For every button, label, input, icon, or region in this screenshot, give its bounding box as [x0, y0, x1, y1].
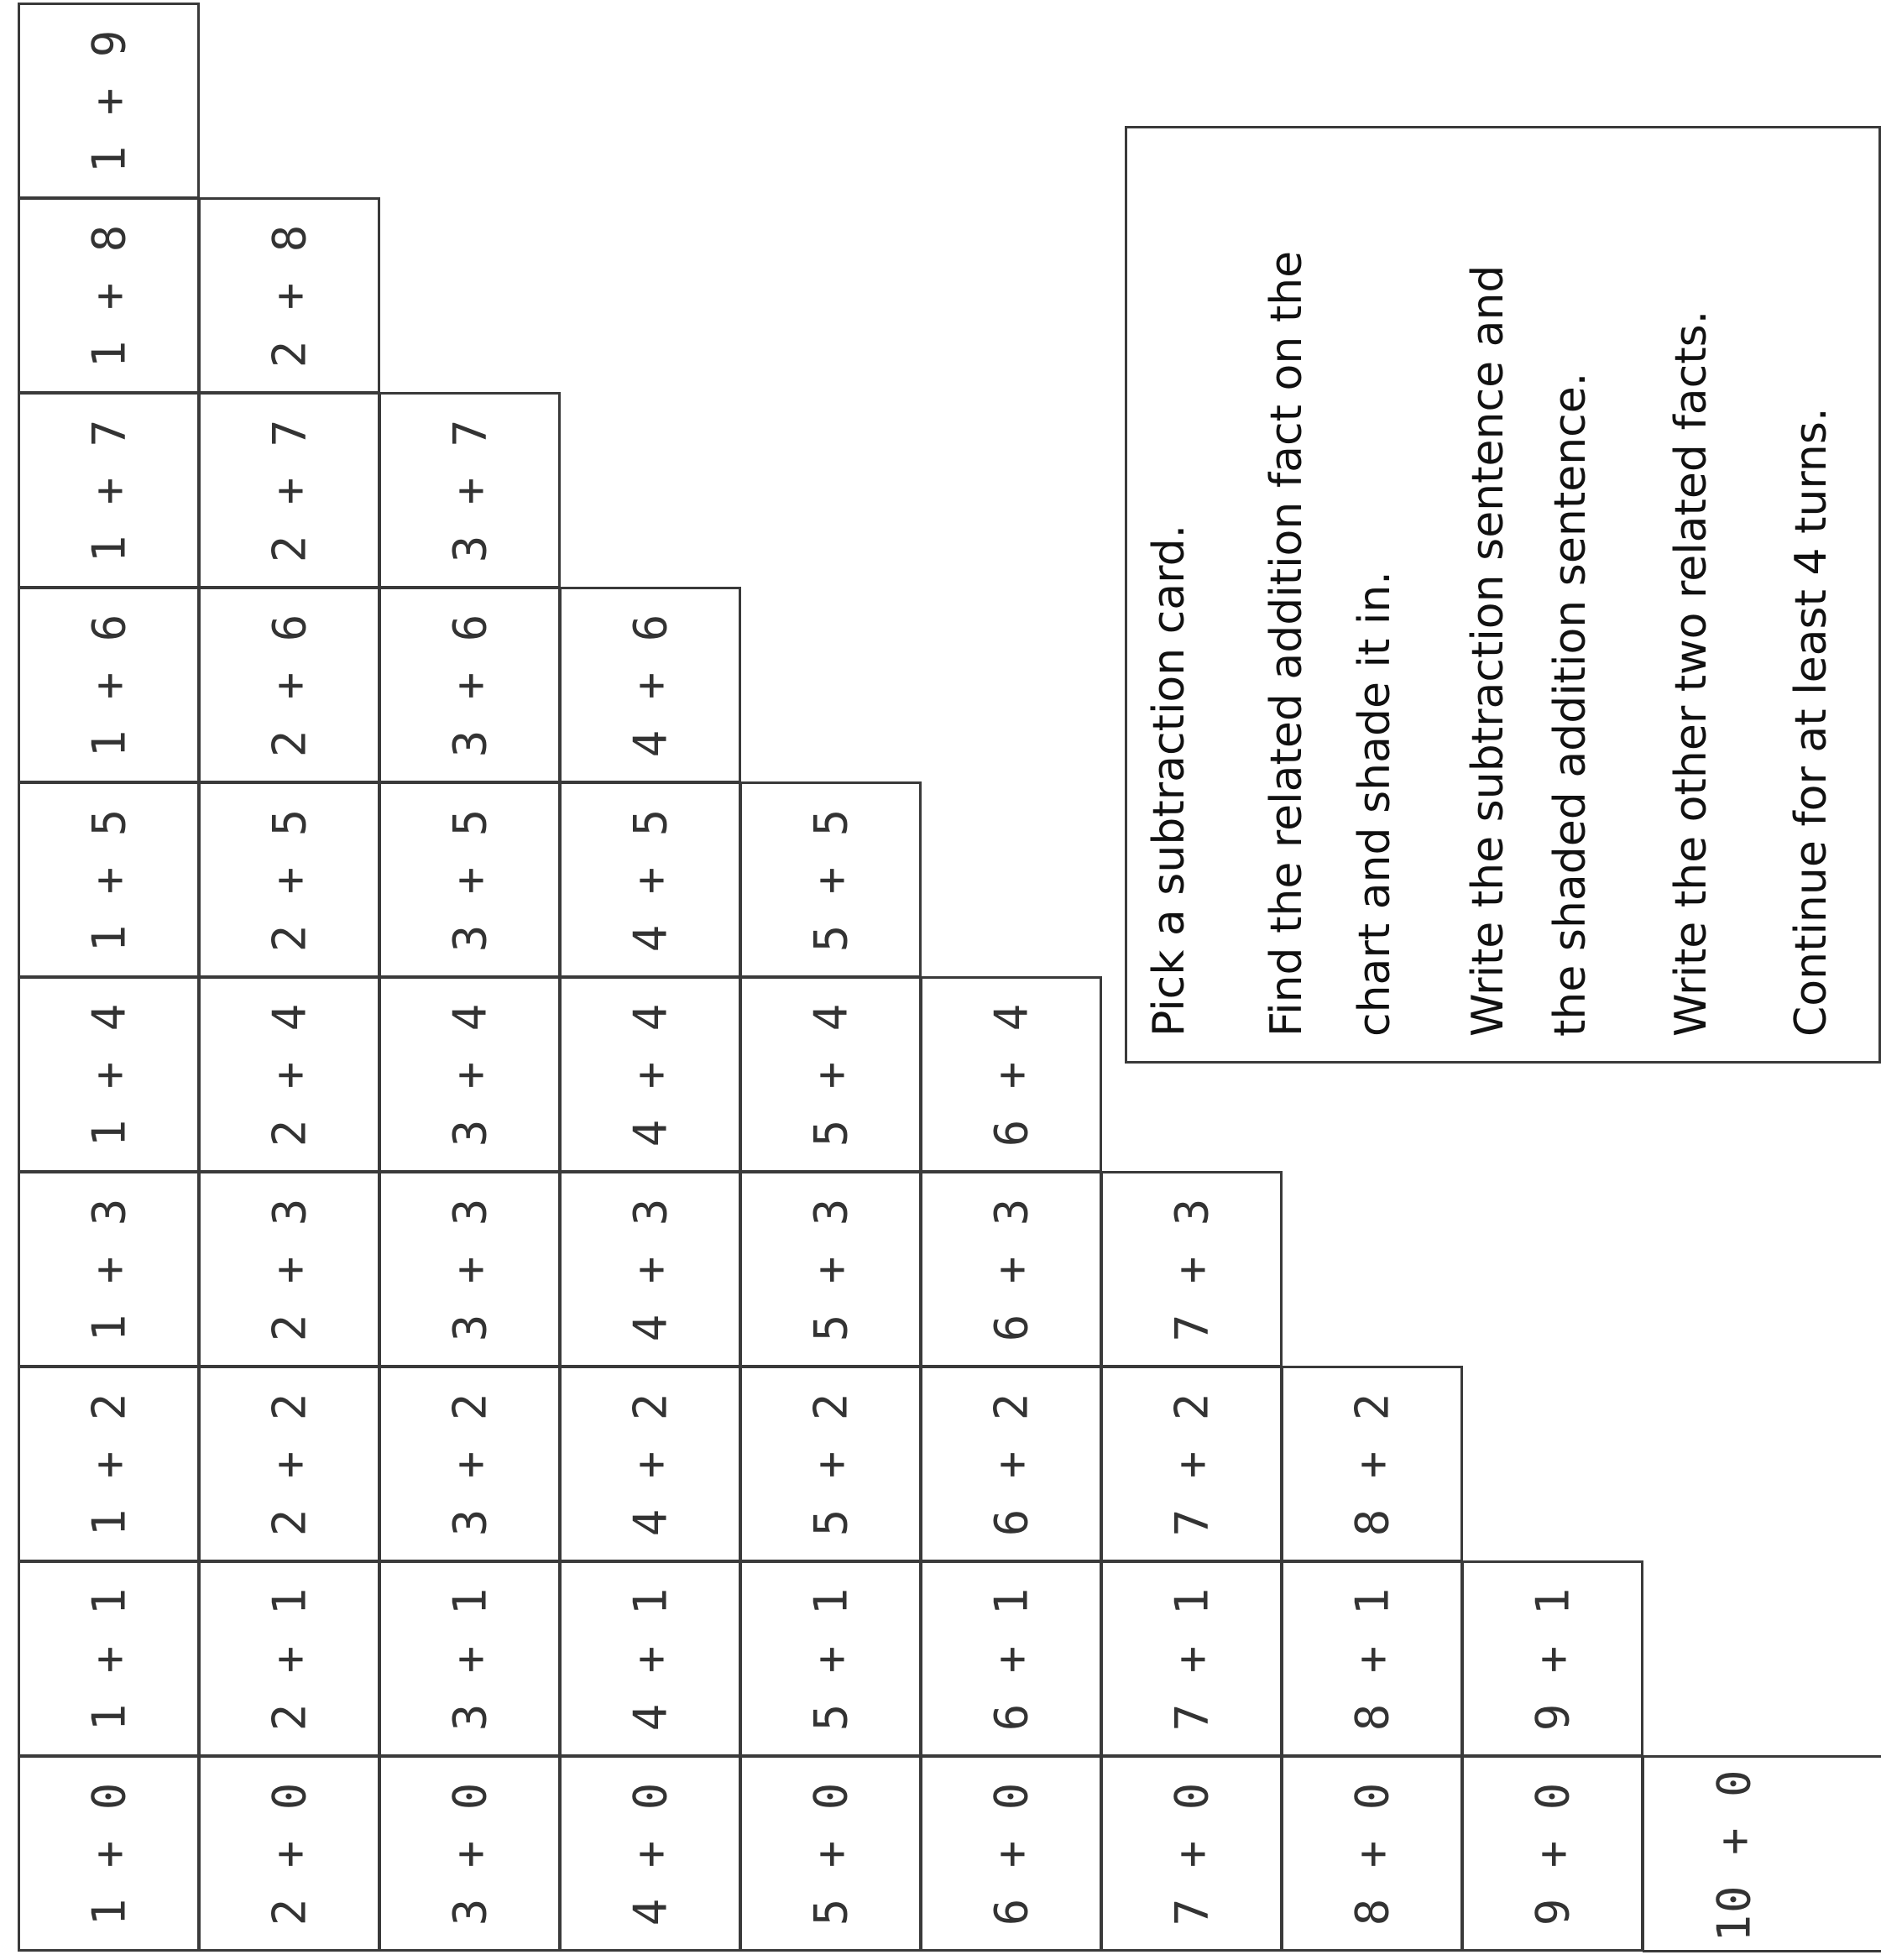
fact-cell[interactable] [739, 1755, 922, 1952]
fact-label: 1 + 4 [82, 1001, 135, 1147]
fact-cell[interactable] [18, 781, 200, 978]
fact-label: 4 + 0 [624, 1780, 677, 1926]
fact-cell[interactable] [18, 197, 200, 394]
fact-label: 4 + 6 [624, 612, 677, 758]
fact-cell[interactable] [1100, 1755, 1283, 1952]
fact-cell[interactable] [198, 1755, 380, 1952]
fact-label: 3 + 3 [443, 1196, 496, 1342]
fact-cell[interactable] [18, 3, 200, 199]
fact-cell[interactable] [379, 976, 561, 1173]
fact-label: 2 + 1 [263, 1586, 316, 1732]
fact-cell[interactable] [1281, 1366, 1463, 1562]
fact-label: 5 + 2 [804, 1391, 857, 1537]
fact-label: 2 + 5 [263, 807, 316, 953]
fact-label: 9 + 0 [1526, 1780, 1579, 1926]
fact-label: 5 + 5 [804, 807, 857, 953]
fact-label: 6 + 3 [985, 1196, 1037, 1342]
fact-cell[interactable] [379, 781, 561, 978]
fact-label: 6 + 2 [985, 1391, 1037, 1537]
fact-cell[interactable] [198, 197, 380, 394]
fact-cell[interactable] [198, 392, 380, 588]
fact-label: 2 + 0 [263, 1780, 316, 1926]
fact-label: 6 + 1 [985, 1586, 1037, 1732]
fact-label: 3 + 0 [443, 1780, 496, 1926]
fact-label: 1 + 2 [82, 1391, 135, 1537]
fact-label: 2 + 8 [263, 222, 316, 368]
fact-label: 6 + 0 [985, 1780, 1037, 1926]
chart-bottom-line [1643, 1950, 1881, 1952]
fact-cell[interactable] [1461, 1560, 1643, 1757]
instructions-box [1125, 126, 1881, 1064]
fact-cell[interactable] [379, 587, 561, 783]
fact-label: 7 + 1 [1165, 1586, 1218, 1732]
instruction-line: chart and shade it in. [1350, 571, 1400, 1037]
fact-cell[interactable] [379, 1560, 561, 1757]
fact-cell[interactable] [1100, 1560, 1283, 1757]
fact-cell[interactable] [198, 781, 380, 978]
fact-label: 4 + 2 [624, 1391, 677, 1537]
instruction-line: Pick a subtraction card. [1144, 524, 1194, 1037]
fact-cell[interactable] [18, 392, 200, 588]
fact-cell[interactable] [559, 1171, 741, 1367]
fact-cell[interactable] [920, 1755, 1102, 1952]
fact-label: 4 + 5 [624, 807, 677, 953]
fact-cell[interactable] [920, 1366, 1102, 1562]
fact-cell[interactable] [198, 1171, 380, 1367]
fact-label: 8 + 1 [1345, 1586, 1398, 1732]
fact-label: 3 + 1 [443, 1586, 496, 1732]
fact-label: 2 + 3 [263, 1196, 316, 1342]
instructions-text [1127, 128, 1881, 1066]
fact-cell[interactable] [198, 1560, 380, 1757]
fact-label: 4 + 3 [624, 1196, 677, 1342]
fact-cell[interactable] [379, 1755, 561, 1952]
fact-label: 1 + 0 [82, 1780, 135, 1926]
fact-cell[interactable] [559, 1755, 741, 1952]
fact-label: 3 + 7 [443, 417, 496, 563]
fact-label: 7 + 0 [1165, 1780, 1218, 1926]
fact-label: 10 + 0 [1707, 1767, 1761, 1942]
fact-cell[interactable] [1642, 1755, 1824, 1952]
fact-cell[interactable] [559, 781, 741, 978]
fact-cell[interactable] [18, 587, 200, 783]
fact-label: 8 + 2 [1345, 1391, 1398, 1537]
fact-cell[interactable] [198, 1366, 380, 1562]
fact-cell[interactable] [1461, 1755, 1643, 1952]
fact-cell[interactable] [379, 1366, 561, 1562]
instruction-line: the shaded addition sentence. [1545, 372, 1596, 1037]
fact-label: 5 + 3 [804, 1196, 857, 1342]
fact-label: 1 + 3 [82, 1196, 135, 1342]
instruction-line: Write the subtraction sentence and [1463, 264, 1513, 1037]
instruction-line: Write the other two related facts. [1666, 310, 1716, 1037]
fact-label: 1 + 9 [82, 28, 135, 174]
instruction-line: Continue for at least 4 turns. [1786, 407, 1837, 1037]
fact-label: 5 + 0 [804, 1780, 857, 1926]
fact-cell[interactable] [18, 1560, 200, 1757]
fact-cell[interactable] [920, 1171, 1102, 1367]
fact-cell[interactable] [920, 1560, 1102, 1757]
fact-label: 2 + 2 [263, 1391, 316, 1537]
fact-cell[interactable] [559, 1366, 741, 1562]
fact-label: 3 + 6 [443, 612, 496, 758]
fact-label: 1 + 5 [82, 807, 135, 953]
fact-label: 3 + 5 [443, 807, 496, 953]
fact-cell[interactable] [18, 1171, 200, 1367]
fact-cell[interactable] [1100, 1171, 1283, 1367]
fact-label: 3 + 4 [443, 1001, 496, 1147]
fact-label: 6 + 4 [985, 1001, 1037, 1147]
fact-label: 1 + 7 [82, 417, 135, 563]
fact-cell[interactable] [739, 976, 922, 1173]
fact-label: 9 + 1 [1526, 1586, 1579, 1732]
fact-label: 7 + 2 [1165, 1391, 1218, 1537]
fact-label: 4 + 4 [624, 1001, 677, 1147]
fact-label: 1 + 6 [82, 612, 135, 758]
fact-label: 8 + 0 [1345, 1780, 1398, 1926]
fact-label: 3 + 2 [443, 1391, 496, 1537]
fact-label: 5 + 4 [804, 1001, 857, 1147]
fact-cell[interactable] [198, 587, 380, 783]
fact-cell[interactable] [18, 976, 200, 1173]
fact-label: 2 + 6 [263, 612, 316, 758]
fact-label: 7 + 3 [1165, 1196, 1218, 1342]
fact-cell[interactable] [739, 1560, 922, 1757]
chart-edge-line [1643, 1755, 1881, 1758]
instruction-line: Find the related addition fact on the [1262, 250, 1312, 1037]
fact-cell[interactable] [1281, 1560, 1463, 1757]
fact-cell[interactable] [739, 1366, 922, 1562]
fact-cell[interactable] [920, 976, 1102, 1173]
fact-cell[interactable] [379, 1171, 561, 1367]
fact-cell[interactable] [559, 976, 741, 1173]
fact-cell[interactable] [379, 392, 561, 588]
fact-label: 1 + 1 [82, 1586, 135, 1732]
fact-cell[interactable] [739, 781, 922, 978]
fact-label: 5 + 1 [804, 1586, 857, 1732]
fact-label: 2 + 4 [263, 1001, 316, 1147]
fact-cell[interactable] [18, 1366, 200, 1562]
fact-cell[interactable] [198, 976, 380, 1173]
fact-label: 1 + 8 [82, 222, 135, 368]
fact-label: 2 + 7 [263, 417, 316, 563]
fact-cell[interactable] [1281, 1755, 1463, 1952]
fact-cell[interactable] [18, 1755, 200, 1952]
fact-label: 4 + 1 [624, 1586, 677, 1732]
fact-cell[interactable] [739, 1171, 922, 1367]
fact-cell[interactable] [559, 1560, 741, 1757]
fact-cell[interactable] [559, 587, 741, 783]
fact-cell[interactable] [1100, 1366, 1283, 1562]
